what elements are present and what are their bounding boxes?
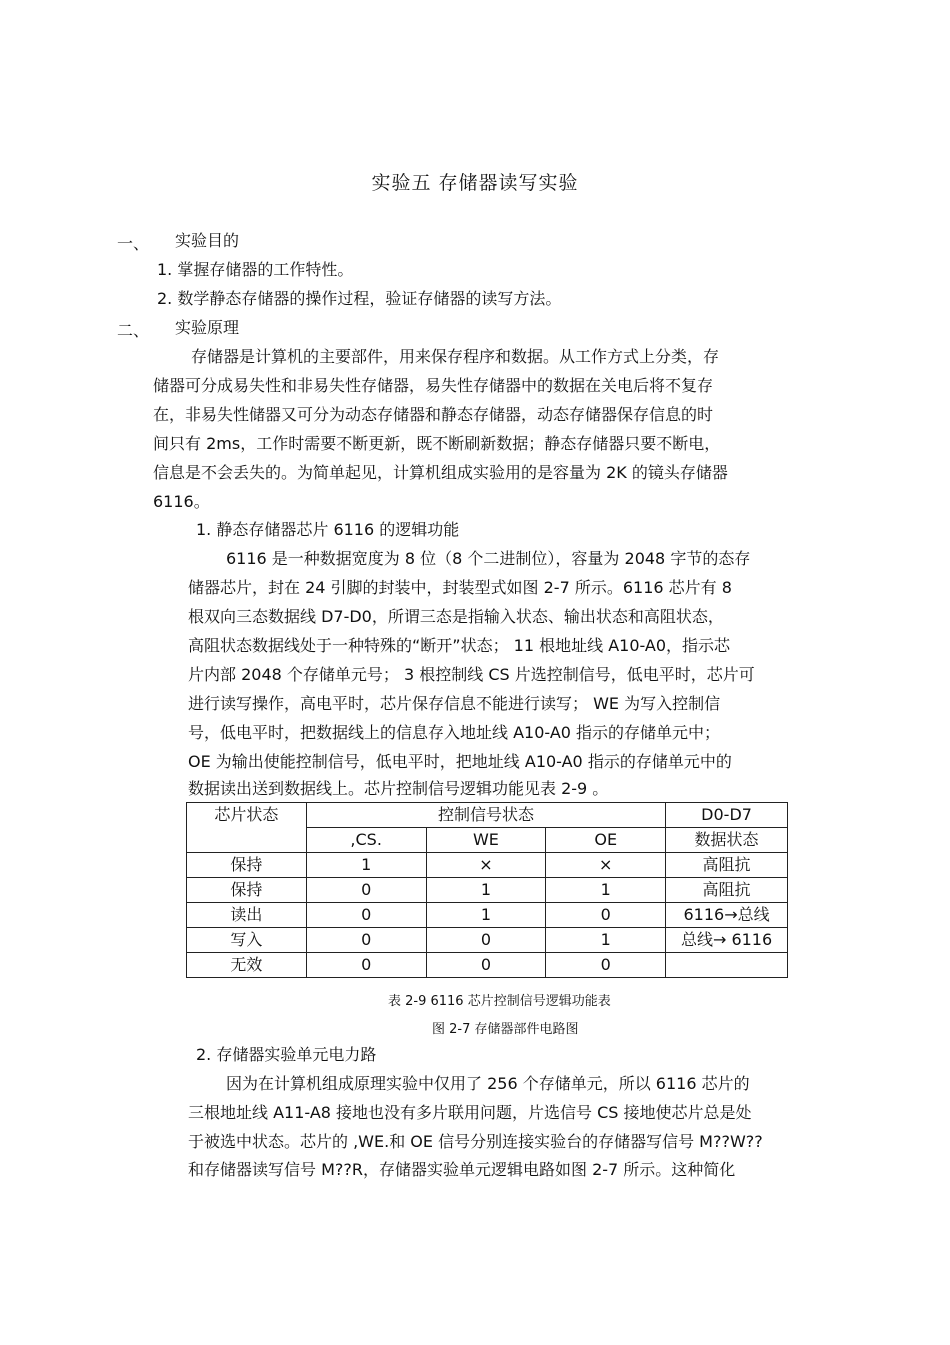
cell-we: 0 [426, 953, 546, 978]
sub1-line: 储器芯片，封在 24 引脚的封装中，封装型式如图 2-7 所示。6116 芯片有 8 [188, 578, 732, 597]
cell-data: 高阻抗 [666, 853, 788, 878]
table-row [187, 928, 788, 953]
purpose-item-1: 1. 掌握存储器的工作特性。 [157, 260, 354, 279]
control-signal-table [186, 802, 788, 978]
section-1-number: 一、 [117, 234, 150, 253]
section-2-number: 二、 [117, 321, 150, 340]
cell-oe: 0 [546, 953, 666, 978]
principle-line: 6116。 [153, 492, 210, 511]
header-control-signals: 控制信号状态 [306, 803, 665, 828]
cell-data: 总线→ 6116 [666, 928, 788, 953]
cell-oe: × [546, 853, 666, 878]
cell-state: 无效 [187, 953, 307, 978]
cell-data: 6116→总线 [666, 903, 788, 928]
table-row [187, 853, 788, 878]
header-chip-state: 芯片状态 [187, 803, 307, 853]
sub1-line: OE 为输出使能控制信号，低电平时，把地址线 A10-A0 指示的存储单元中的 [188, 752, 732, 771]
cell-state: 保持 [187, 878, 307, 903]
cell-oe: 0 [546, 903, 666, 928]
cell-we: 0 [426, 928, 546, 953]
sub1-line: 数据读出送到数据线上。芯片控制信号逻辑功能见表 2-9 。 [188, 779, 609, 798]
cell-data: 高阻抗 [666, 878, 788, 903]
cell-we: 1 [426, 878, 546, 903]
sub1-line: 进行读写操作，高电平时，芯片保存信息不能进行读写； WE 为写入控制信 [188, 694, 721, 713]
table-row [187, 903, 788, 928]
sub2-line: 于被选中状态。芯片的 ,WE.和 OE 信号分别连接实验台的存储器写信号 M??W?? [188, 1132, 763, 1151]
subsection-2-heading: 2. 存储器实验单元电力路 [196, 1045, 377, 1064]
header-data-d0-d7: D0-D7 [666, 803, 788, 828]
cell-oe: 1 [546, 878, 666, 903]
sub2-line: 因为在计算机组成原理实验中仅用了 256 个存储单元，所以 6116 芯片的 [226, 1074, 750, 1093]
sub1-line: 号，低电平时，把数据线上的信息存入地址线 A10-A0 指示的存储单元中； [188, 723, 721, 742]
sub1-line: 6116 是一种数据宽度为 8 位（8 个二进制位），容量为 2048 字节的态存 [226, 549, 751, 568]
principle-line: 间只有 2ms，工作时需要不断更新，既不断刷新数据；静态存储器只要不断电， [153, 434, 721, 453]
header-oe: OE [546, 828, 666, 853]
cell-cs: 0 [306, 928, 426, 953]
table-row [187, 953, 788, 978]
cell-cs: 0 [306, 903, 426, 928]
cell-state: 保持 [187, 853, 307, 878]
page-title: 实验五 存储器读写实验 [371, 172, 579, 194]
cell-cs: 1 [306, 853, 426, 878]
header-data-state: 数据状态 [666, 828, 788, 853]
subsection-1-heading: 1. 静态存储器芯片 6116 的逻辑功能 [196, 520, 460, 539]
cell-oe: 1 [546, 928, 666, 953]
figure-caption: 图 2-7 存储器部件电路图 [432, 1022, 579, 1037]
sub1-line: 高阻状态数据线处于一种特殊的“断开”状态； 11 根地址线 A10-A0，指示芯 [188, 636, 731, 655]
principle-line: 存储器是计算机的主要部件，用来保存程序和数据。从工作方式上分类，存 [191, 347, 720, 366]
sub1-line: 根双向三态数据线 D7-D0，所谓三态是指输入状态、输出状态和高阻状态， [188, 607, 724, 626]
table-row [187, 878, 788, 903]
section-2-heading: 实验原理 [175, 318, 240, 337]
sub2-line: 和存储器读写信号 M??R，存储器实验单元逻辑电路如图 2-7 所示。这种简化 [188, 1160, 736, 1179]
purpose-item-2: 2. 数学静态存储器的操作过程，验证存储器的读写方法。 [157, 289, 562, 308]
cell-state: 写入 [187, 928, 307, 953]
cell-cs: 0 [306, 953, 426, 978]
sub2-line: 三根地址线 A11-A8 接地也没有多片联用问题，片选信号 CS 接地使芯片总是处 [188, 1103, 752, 1122]
principle-line: 信息是不会丢失的。为简单起见，计算机组成实验用的是容量为 2K 的镜头存储器 [153, 463, 728, 482]
header-we: WE [426, 828, 546, 853]
cell-state: 读出 [187, 903, 307, 928]
principle-line: 在，非易失性储器又可分为动态存储器和静态存储器，动态存储器保存信息的时 [153, 405, 714, 424]
section-1-heading: 实验目的 [175, 231, 240, 250]
header-cs: ,CS. [306, 828, 426, 853]
table-caption: 表 2-9 6116 芯片控制信号逻辑功能表 [388, 994, 611, 1009]
cell-cs: 0 [306, 878, 426, 903]
cell-data [666, 953, 788, 978]
cell-we: 1 [426, 903, 546, 928]
sub1-line: 片内部 2048 个存储单元号； 3 根控制线 CS 片选控制信号，低电平时，芯片可 [188, 665, 755, 684]
principle-line: 储器可分成易失性和非易失性存储器，易失性存储器中的数据在关电后将不复存 [153, 376, 714, 395]
cell-we: × [426, 853, 546, 878]
